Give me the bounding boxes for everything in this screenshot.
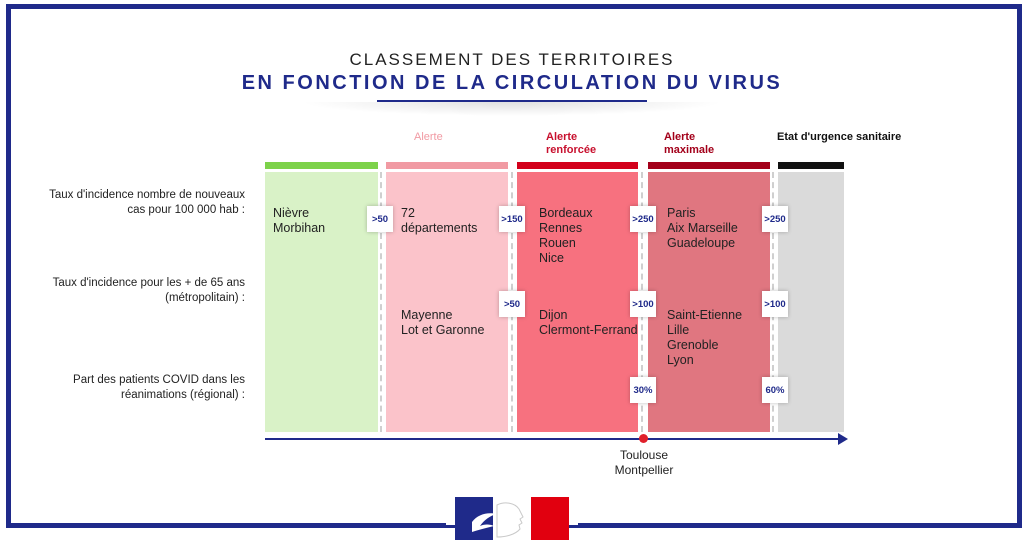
axis-marker — [639, 434, 648, 443]
title-shadow — [300, 102, 724, 116]
axis-marker-label — [592, 448, 696, 478]
threshold-badge: >50 — [499, 291, 525, 317]
axis-arrow-icon — [838, 433, 848, 445]
header-renforcee-line2: renforcée — [546, 144, 597, 156]
territory: Dijon — [539, 308, 568, 322]
header-maximale-line2: maximale — [664, 144, 715, 156]
threshold-badge: >250 — [630, 206, 656, 232]
territory: Grenoble — [667, 338, 719, 352]
territory: Nice — [539, 251, 565, 265]
axis-city: Toulouse — [619, 448, 669, 462]
header-alerte-renforcee — [546, 131, 626, 157]
title-line-1: CLASSEMENT DES TERRITOIRES — [349, 50, 675, 69]
bar-maximale — [648, 162, 770, 169]
logo-red-band — [531, 497, 569, 540]
row-label-incidence: Taux d'incidence nombre de nouveaux cas pour 100 000 hab : — [49, 189, 245, 216]
marianne-hair-icon — [470, 506, 504, 534]
territory: départements — [401, 221, 478, 235]
circulation-axis — [265, 438, 841, 440]
header-maximale-line1: Alerte — [664, 131, 696, 143]
threshold-badge: >50 — [367, 206, 393, 232]
cell-r1-maximale — [667, 206, 738, 251]
territory: Guadeloupe — [667, 236, 736, 250]
threshold-badge: >150 — [499, 206, 525, 232]
territory: Rennes — [539, 221, 583, 235]
header-alerte-maximale — [664, 131, 744, 157]
cell-r1-alerte — [401, 206, 477, 236]
cell-r2-alerte — [401, 308, 484, 338]
threshold-badge: >250 — [762, 206, 788, 232]
cell-r2-maximale — [667, 308, 742, 368]
threshold-badge: >100 — [762, 291, 788, 317]
territory: Saint-Etienne — [667, 308, 743, 322]
header-alerte: Alerte — [414, 131, 443, 143]
header-etat-urgence: Etat d'urgence sanitaire — [777, 131, 902, 143]
territory: Nièvre — [273, 206, 310, 220]
territory: Bordeaux — [539, 206, 593, 220]
bar-alerte — [386, 162, 508, 169]
title-line-2: EN FONCTION DE LA CIRCULATION DU VIRUS — [241, 72, 783, 94]
cell-r2-renforcee — [539, 308, 638, 338]
territory: Aix Marseille — [667, 221, 738, 235]
bar-renforcee — [517, 162, 638, 169]
row-label-incidence-65: Taux d'incidence pour les + de 65 ans (métropolitain) : — [52, 277, 245, 304]
territory: Morbihan — [273, 221, 326, 235]
territory: Paris — [667, 206, 696, 220]
row-label-reanimation: Part des patients COVID dans les réanimations (régional) : — [73, 374, 245, 401]
bar-vert — [265, 162, 378, 169]
territory: Lyon — [667, 353, 694, 367]
cell-r1-vert — [273, 206, 325, 236]
bar-urgence — [778, 162, 844, 169]
territory: Clermont-Ferrand — [539, 323, 638, 337]
territory: Lille — [667, 323, 690, 337]
header-renforcee-line1: Alerte — [546, 131, 578, 143]
threshold-badge: >100 — [630, 291, 656, 317]
territory: 72 — [401, 206, 415, 220]
axis-city: Montpellier — [614, 463, 674, 477]
territory: Rouen — [539, 236, 576, 250]
threshold-badge: 60% — [762, 377, 788, 403]
territory: Lot et Garonne — [401, 323, 485, 337]
cell-r1-renforcee — [539, 206, 593, 266]
threshold-badge: 30% — [630, 377, 656, 403]
territory: Mayenne — [401, 308, 453, 322]
